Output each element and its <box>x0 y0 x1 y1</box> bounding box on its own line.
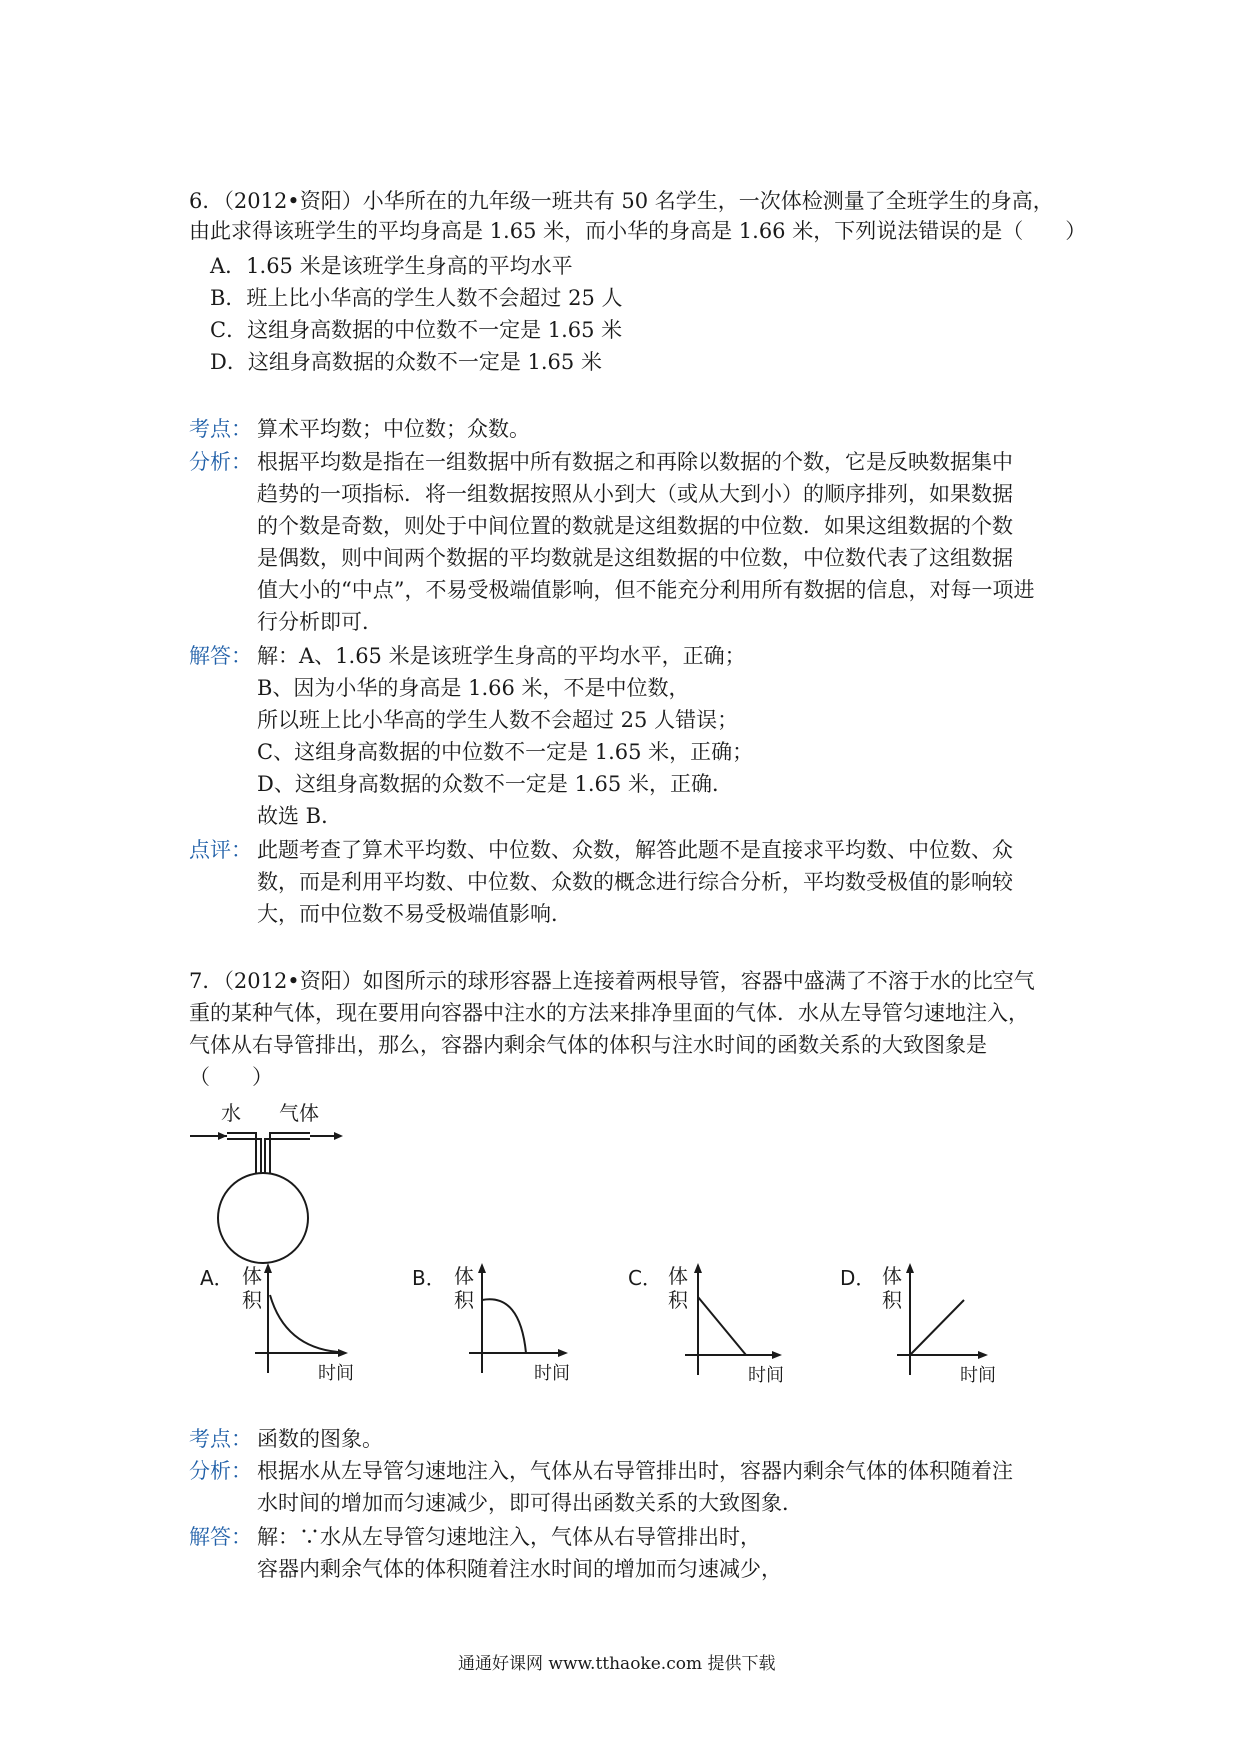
q7-option-d-graph <box>840 1255 1010 1385</box>
q6-jieda-line: B、因为小华的身高是 1.66 米，不是中位数， <box>257 676 690 700</box>
left-tube <box>227 1133 261 1174</box>
spherical-container-diagram <box>185 1095 355 1275</box>
page-footer: 通通好课网 www.tthaoke.com 提供下载 <box>458 1654 776 1674</box>
q6-jieda-line: 故选 B． <box>257 804 343 828</box>
q6-dianping-line: 大，而中位数不易受极端值影响． <box>257 902 572 926</box>
q7-stem-line: 重的某种气体，现在要用向容器中注水的方法来排净里面的气体．水从左导管匀速地注入， <box>189 1001 1029 1025</box>
option-d-ylabel: 积 <box>882 1288 902 1312</box>
q7-kaodian-text: 函数的图象。 <box>257 1427 383 1451</box>
q7-stem-line: 气体从右导管排出，那么，容器内剩余气体的体积与注水时间的函数关系的大致图象是 <box>189 1033 987 1057</box>
option-c-letter: C． <box>628 1266 662 1290</box>
option-a-letter: A． <box>200 1266 234 1290</box>
q7-fenxi-line: 根据水从左导管匀速地注入，气体从右导管排出时，容器内剩余气体的体积随着注 <box>257 1459 1013 1483</box>
q7-stem-line: （ ） <box>189 1065 273 1089</box>
x-arrow-head <box>338 1349 348 1357</box>
option-d-ylabel: 体 <box>882 1264 902 1288</box>
q6-fenxi-line: 的个数是奇数，则处于中间位置的数就是这组数据的中位数．如果这组数据的个数 <box>257 514 1013 538</box>
option-c-xlabel: 时间 <box>748 1365 784 1385</box>
q7-jieda-line: 解：∵水从左导管匀速地注入，气体从右导管排出时， <box>257 1525 761 1549</box>
gas-arrow-head <box>334 1132 343 1140</box>
q6-fenxi-line: 行分析即可． <box>257 610 383 634</box>
y-arrow-head <box>478 1263 486 1273</box>
right-tube <box>265 1133 310 1174</box>
option-d-line <box>910 1300 964 1355</box>
q6-option-b: B．班上比小华高的学生人数不会超过 25 人 <box>210 286 623 310</box>
q6-jieda-line: C、这组身高数据的中位数不一定是 1.65 米，正确； <box>257 740 754 764</box>
q7-jieda-label: 解答： <box>189 1525 252 1549</box>
option-d-xlabel: 时间 <box>960 1365 996 1385</box>
x-arrow-head <box>772 1351 782 1359</box>
q6-fenxi-line: 趋势的一项指标．将一组数据按照从小到大（或从大到小）的顺序排列，如果数据 <box>257 482 1013 506</box>
y-arrow-head <box>264 1263 272 1273</box>
x-arrow-head <box>558 1349 568 1357</box>
option-b-letter: B． <box>412 1266 446 1290</box>
option-b-curve <box>482 1299 526 1353</box>
option-a-ylabel: 积 <box>242 1288 262 1312</box>
q6-stem-line-1: 6．（2012•资阳）小华所在的九年级一班共有 50 名学生，一次体检测量了全班学生的身高， <box>189 189 1054 213</box>
y-arrow-head <box>694 1263 702 1273</box>
option-b-ylabel: 体 <box>454 1264 474 1288</box>
q6-jieda-line: 所以班上比小华高的学生人数不会超过 25 人错误； <box>257 708 739 732</box>
q7-kaodian-label: 考点： <box>189 1427 252 1451</box>
sphere-outline <box>218 1173 308 1263</box>
q6-fenxi-line: 值大小的“中点”，不易受极端值影响，但不能充分利用所有数据的信息，对每一项进 <box>257 578 1035 602</box>
q6-jieda-line: 解：A、1.65 米是该班学生身高的平均水平，正确； <box>257 644 746 668</box>
option-c-ylabel: 体 <box>668 1264 688 1288</box>
water-arrow-head <box>218 1132 227 1140</box>
option-a-curve <box>270 1295 338 1352</box>
gas-label: 气体 <box>279 1101 319 1125</box>
q7-option-b-graph <box>412 1255 582 1385</box>
option-d-letter: D． <box>840 1266 876 1290</box>
option-c-ylabel: 积 <box>668 1288 688 1312</box>
option-b-ylabel: 积 <box>454 1288 474 1312</box>
q7-option-a-graph <box>200 1255 360 1385</box>
q7-fenxi-line: 水时间的增加而匀速减少，即可得出函数关系的大致图象． <box>257 1491 803 1515</box>
q7-jieda-line: 容器内剩余气体的体积随着注水时间的增加而匀速减少， <box>257 1557 782 1581</box>
q6-dianping-line: 此题考查了算术平均数、中位数、众数，解答此题不是直接求平均数、中位数、众 <box>257 838 1013 862</box>
option-a-ylabel: 体 <box>242 1264 262 1288</box>
q6-option-d: D．这组身高数据的众数不一定是 1.65 米 <box>210 350 602 374</box>
q6-kaodian-text: 算术平均数；中位数；众数。 <box>257 417 530 441</box>
q6-fenxi-label: 分析： <box>189 450 252 474</box>
q6-jieda-label: 解答： <box>189 644 252 668</box>
water-label: 水 <box>221 1101 241 1125</box>
option-b-xlabel: 时间 <box>534 1363 570 1384</box>
q7-option-c-graph <box>628 1255 798 1385</box>
q6-fenxi-line: 是偶数，则中间两个数据的平均数就是这组数据的中位数，中位数代表了这组数据 <box>257 546 1013 570</box>
x-arrow-head <box>978 1351 988 1359</box>
option-c-line <box>698 1297 746 1355</box>
q6-kaodian-label: 考点： <box>189 417 252 441</box>
q6-fenxi-line: 根据平均数是指在一组数据中所有数据之和再除以数据的个数，它是反映数据集中 <box>257 450 1013 474</box>
q6-option-a: A．1.65 米是该班学生身高的平均水平 <box>210 254 573 278</box>
q7-fenxi-label: 分析： <box>189 1459 252 1483</box>
q6-option-c: C．这组身高数据的中位数不一定是 1.65 米 <box>210 318 623 342</box>
option-a-xlabel: 时间 <box>318 1363 354 1384</box>
q6-dianping-line: 数，而是利用平均数、中位数、众数的概念进行综合分析，平均数受极值的影响较 <box>257 870 1013 894</box>
q6-dianping-label: 点评： <box>189 838 252 862</box>
y-arrow-head <box>906 1263 914 1273</box>
q6-jieda-line: D、这组身高数据的众数不一定是 1.65 米，正确． <box>257 772 733 796</box>
q6-stem-line-2: 由此求得该班学生的平均身高是 1.65 米，而小华的身高是 1.66 米，下列说法错误的是（ ） <box>189 219 1087 243</box>
q7-stem-line: 7．（2012•资阳）如图所示的球形容器上连接着两根导管，容器中盛满了不溶于水的比空气 <box>189 969 1035 993</box>
